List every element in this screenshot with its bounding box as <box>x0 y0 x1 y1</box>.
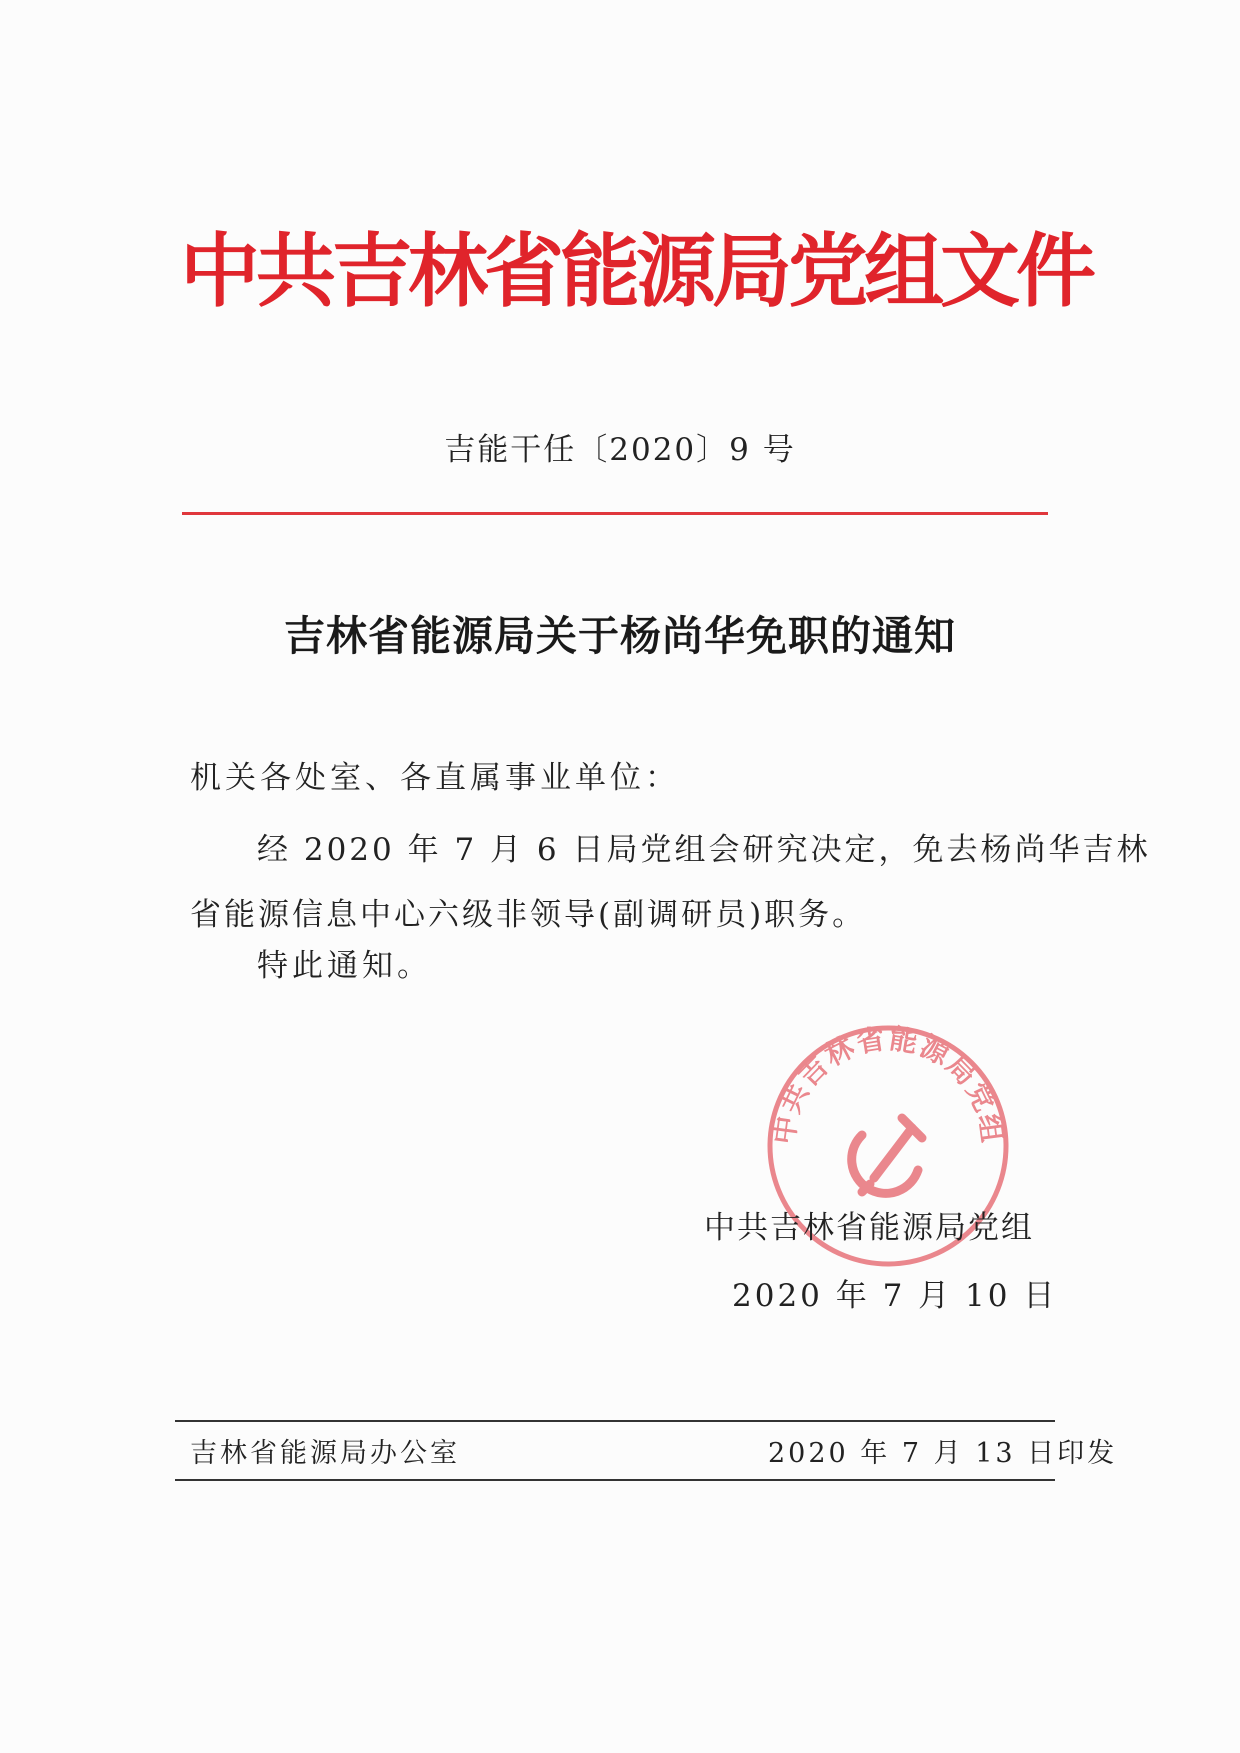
document-header-title: 中共吉林省能源局党组文件 <box>180 225 1092 318</box>
addressee-line: 机关各处室、各直属事业单位： <box>190 760 680 796</box>
header-red-divider <box>182 512 1048 515</box>
document-number: 吉能干任〔2020〕9 号 <box>444 432 796 468</box>
body-paragraph-line-1: 经 2020 年 7 月 6 日局党组会研究决定，免去杨尚华吉林 <box>257 832 1151 868</box>
closing-line: 特此通知。 <box>257 948 432 984</box>
footer-divider-bottom <box>175 1479 1055 1481</box>
body-paragraph-line-2: 省能源信息中心六级非领导(副调研员)职务。 <box>190 897 867 933</box>
svg-text:中共吉林省能源局党组 <box>767 1022 1009 1146</box>
footer-issue-date: 2020 年 7 月 13 日印发 <box>768 1438 1118 1469</box>
seal-text: 中共吉林省能源局党组 <box>767 1022 1009 1147</box>
footer-issuer: 吉林省能源局办公室 <box>190 1438 460 1469</box>
signature-date: 2020 年 7 月 10 日 <box>732 1278 1058 1314</box>
signature-organization: 中共吉林省能源局党组 <box>704 1210 1034 1246</box>
notice-title: 吉林省能源局关于杨尚华免职的通知 <box>284 612 956 660</box>
footer-divider-top <box>175 1420 1055 1422</box>
